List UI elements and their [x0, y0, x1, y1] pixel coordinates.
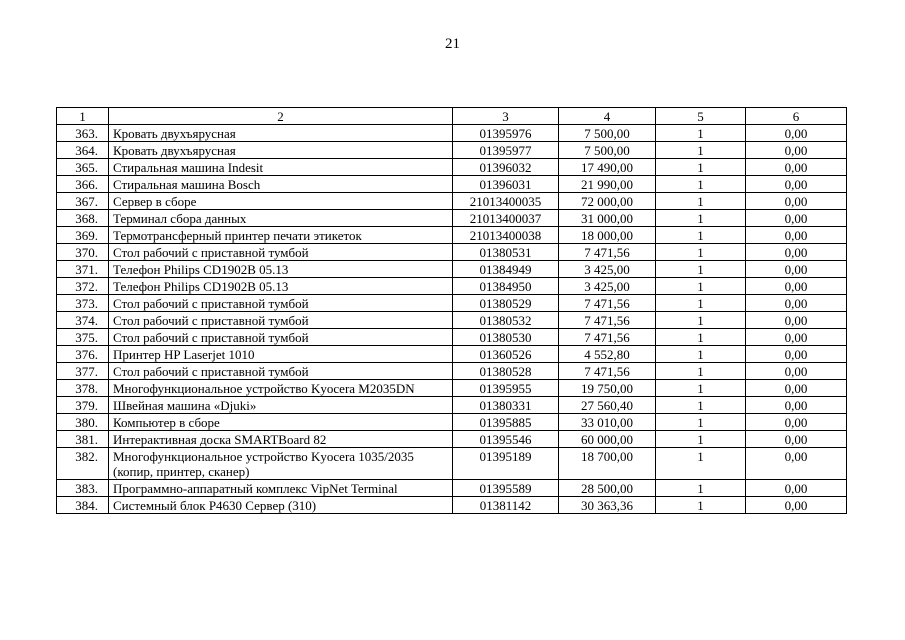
item-name-cell: Многофункциональное устройство Kyocera M2035DN	[109, 380, 453, 397]
residual-value-cell: 0,00	[746, 176, 847, 193]
residual-value-cell: 0,00	[746, 210, 847, 227]
residual-value-cell: 0,00	[746, 193, 847, 210]
residual-value-cell: 0,00	[746, 295, 847, 312]
table-row	[57, 227, 847, 244]
price-cell: 7 471,56	[559, 244, 656, 261]
quantity-cell: 1	[656, 227, 746, 244]
price-cell: 18 000,00	[559, 227, 656, 244]
inventory-code-cell: 01380532	[453, 312, 559, 329]
row-number-cell: 364.	[57, 142, 109, 159]
item-name-cell: Стол рабочий с приставной тумбой	[109, 295, 453, 312]
price-cell: 18 700,00	[559, 448, 656, 480]
price-cell: 4 552,80	[559, 346, 656, 363]
inventory-code-cell: 01395589	[453, 480, 559, 497]
item-name-cell: Кровать двухъярусная	[109, 142, 453, 159]
item-name-cell: Кровать двухъярусная	[109, 125, 453, 142]
table-row	[57, 480, 847, 497]
price-cell: 3 425,00	[559, 278, 656, 295]
item-name-cell: Стиральная машина Bosch	[109, 176, 453, 193]
inventory-code-cell: 21013400035	[453, 193, 559, 210]
item-name-cell: Стол рабочий с приставной тумбой	[109, 363, 453, 380]
residual-value-cell: 0,00	[746, 244, 847, 261]
table-row	[57, 497, 847, 514]
price-cell: 31 000,00	[559, 210, 656, 227]
price-cell: 30 363,36	[559, 497, 656, 514]
item-name-cell: Стиральная машина Indesit	[109, 159, 453, 176]
row-number-cell: 379.	[57, 397, 109, 414]
residual-value-cell: 0,00	[746, 497, 847, 514]
inventory-code-cell: 01380530	[453, 329, 559, 346]
row-number-cell: 376.	[57, 346, 109, 363]
inventory-table	[56, 107, 847, 514]
inventory-code-cell: 01380529	[453, 295, 559, 312]
row-number-cell: 382.	[57, 448, 109, 480]
table-row	[57, 193, 847, 210]
row-number-cell: 374.	[57, 312, 109, 329]
header-cell: 4	[559, 108, 656, 125]
quantity-cell: 1	[656, 346, 746, 363]
inventory-code-cell: 01396032	[453, 159, 559, 176]
residual-value-cell: 0,00	[746, 380, 847, 397]
row-number-cell: 383.	[57, 480, 109, 497]
residual-value-cell: 0,00	[746, 227, 847, 244]
header-cell: 1	[57, 108, 109, 125]
table-row	[57, 329, 847, 346]
table-row	[57, 261, 847, 278]
row-number-cell: 377.	[57, 363, 109, 380]
inventory-code-cell: 01395977	[453, 142, 559, 159]
item-name-cell: Стол рабочий с приставной тумбой	[109, 244, 453, 261]
inventory-code-cell: 01395976	[453, 125, 559, 142]
price-cell: 7 471,56	[559, 312, 656, 329]
item-name-cell: Телефон Philips CD1902B 05.13	[109, 261, 453, 278]
price-cell: 72 000,00	[559, 193, 656, 210]
price-cell: 7 471,56	[559, 363, 656, 380]
residual-value-cell: 0,00	[746, 312, 847, 329]
table-row	[57, 431, 847, 448]
table-row	[57, 159, 847, 176]
residual-value-cell: 0,00	[746, 261, 847, 278]
header-cell: 5	[656, 108, 746, 125]
table-row	[57, 397, 847, 414]
inventory-code-cell: 01360526	[453, 346, 559, 363]
row-number-cell: 380.	[57, 414, 109, 431]
quantity-cell: 1	[656, 414, 746, 431]
quantity-cell: 1	[656, 210, 746, 227]
inventory-code-cell: 21013400038	[453, 227, 559, 244]
table-row	[57, 346, 847, 363]
row-number-cell: 365.	[57, 159, 109, 176]
residual-value-cell: 0,00	[746, 414, 847, 431]
price-cell: 3 425,00	[559, 261, 656, 278]
quantity-cell: 1	[656, 431, 746, 448]
row-number-cell: 375.	[57, 329, 109, 346]
table-row	[57, 295, 847, 312]
row-number-cell: 370.	[57, 244, 109, 261]
inventory-code-cell: 21013400037	[453, 210, 559, 227]
inventory-code-cell: 01395885	[453, 414, 559, 431]
residual-value-cell: 0,00	[746, 431, 847, 448]
quantity-cell: 1	[656, 329, 746, 346]
table-header-row	[57, 108, 847, 125]
residual-value-cell: 0,00	[746, 448, 847, 480]
table-row	[57, 414, 847, 431]
page-number: 21	[445, 36, 460, 52]
residual-value-cell: 0,00	[746, 397, 847, 414]
item-name-cell: Телефон Philips CD1902B 05.13	[109, 278, 453, 295]
residual-value-cell: 0,00	[746, 346, 847, 363]
inventory-code-cell: 01380531	[453, 244, 559, 261]
price-cell: 7 500,00	[559, 142, 656, 159]
quantity-cell: 1	[656, 480, 746, 497]
item-name-cell: Многофункциональное устройство Kyocera 1035/2035 (копир, принтер, сканер)	[109, 448, 453, 480]
quantity-cell: 1	[656, 312, 746, 329]
item-name-cell: Сервер в сборе	[109, 193, 453, 210]
table-row	[57, 210, 847, 227]
item-name-cell: Термотрансферный принтер печати этикеток	[109, 227, 453, 244]
row-number-cell: 371.	[57, 261, 109, 278]
row-number-cell: 368.	[57, 210, 109, 227]
table-row	[57, 125, 847, 142]
row-number-cell: 381.	[57, 431, 109, 448]
row-number-cell: 367.	[57, 193, 109, 210]
item-name-cell: Компьютер в сборе	[109, 414, 453, 431]
quantity-cell: 1	[656, 295, 746, 312]
item-name-cell: Стол рабочий с приставной тумбой	[109, 329, 453, 346]
inventory-code-cell: 01380331	[453, 397, 559, 414]
header-cell: 2	[109, 108, 453, 125]
inventory-code-cell: 01396031	[453, 176, 559, 193]
item-name-cell: Интерактивная доска SMARTBoard 82	[109, 431, 453, 448]
price-cell: 27 560,40	[559, 397, 656, 414]
table-row	[57, 244, 847, 261]
row-number-cell: 373.	[57, 295, 109, 312]
row-number-cell: 372.	[57, 278, 109, 295]
quantity-cell: 1	[656, 397, 746, 414]
table-body	[57, 108, 847, 514]
item-name-cell: Стол рабочий с приставной тумбой	[109, 312, 453, 329]
residual-value-cell: 0,00	[746, 480, 847, 497]
quantity-cell: 1	[656, 278, 746, 295]
table-row	[57, 278, 847, 295]
quantity-cell: 1	[656, 497, 746, 514]
row-number-cell: 384.	[57, 497, 109, 514]
row-number-cell: 369.	[57, 227, 109, 244]
table-row	[57, 176, 847, 193]
price-cell: 60 000,00	[559, 431, 656, 448]
row-number-cell: 366.	[57, 176, 109, 193]
row-number-cell: 378.	[57, 380, 109, 397]
inventory-code-cell: 01395189	[453, 448, 559, 480]
table-row	[57, 363, 847, 380]
quantity-cell: 1	[656, 176, 746, 193]
quantity-cell: 1	[656, 363, 746, 380]
inventory-code-cell: 01380528	[453, 363, 559, 380]
quantity-cell: 1	[656, 448, 746, 480]
price-cell: 7 471,56	[559, 329, 656, 346]
table-row	[57, 312, 847, 329]
price-cell: 33 010,00	[559, 414, 656, 431]
price-cell: 7 471,56	[559, 295, 656, 312]
price-cell: 21 990,00	[559, 176, 656, 193]
item-name-cell: Принтер HP Laserjet 1010	[109, 346, 453, 363]
row-number-cell: 363.	[57, 125, 109, 142]
residual-value-cell: 0,00	[746, 142, 847, 159]
price-cell: 17 490,00	[559, 159, 656, 176]
residual-value-cell: 0,00	[746, 278, 847, 295]
quantity-cell: 1	[656, 380, 746, 397]
quantity-cell: 1	[656, 125, 746, 142]
quantity-cell: 1	[656, 244, 746, 261]
price-cell: 28 500,00	[559, 480, 656, 497]
quantity-cell: 1	[656, 142, 746, 159]
table-row	[57, 380, 847, 397]
inventory-code-cell: 01395546	[453, 431, 559, 448]
header-cell: 3	[453, 108, 559, 125]
item-name-cell: Программно-аппаратный комплекс VipNet Terminal	[109, 480, 453, 497]
header-cell: 6	[746, 108, 847, 125]
inventory-code-cell: 01384950	[453, 278, 559, 295]
residual-value-cell: 0,00	[746, 363, 847, 380]
item-name-cell: Системный блок P4630 Сервер (310)	[109, 497, 453, 514]
quantity-cell: 1	[656, 193, 746, 210]
item-name-cell: Терминал сбора данных	[109, 210, 453, 227]
residual-value-cell: 0,00	[746, 125, 847, 142]
residual-value-cell: 0,00	[746, 159, 847, 176]
price-cell: 19 750,00	[559, 380, 656, 397]
table-row	[57, 448, 847, 480]
quantity-cell: 1	[656, 159, 746, 176]
price-cell: 7 500,00	[559, 125, 656, 142]
residual-value-cell: 0,00	[746, 329, 847, 346]
quantity-cell: 1	[656, 261, 746, 278]
inventory-code-cell: 01395955	[453, 380, 559, 397]
table-row	[57, 142, 847, 159]
inventory-code-cell: 01384949	[453, 261, 559, 278]
item-name-cell: Швейная машина «Djuki»	[109, 397, 453, 414]
inventory-code-cell: 01381142	[453, 497, 559, 514]
